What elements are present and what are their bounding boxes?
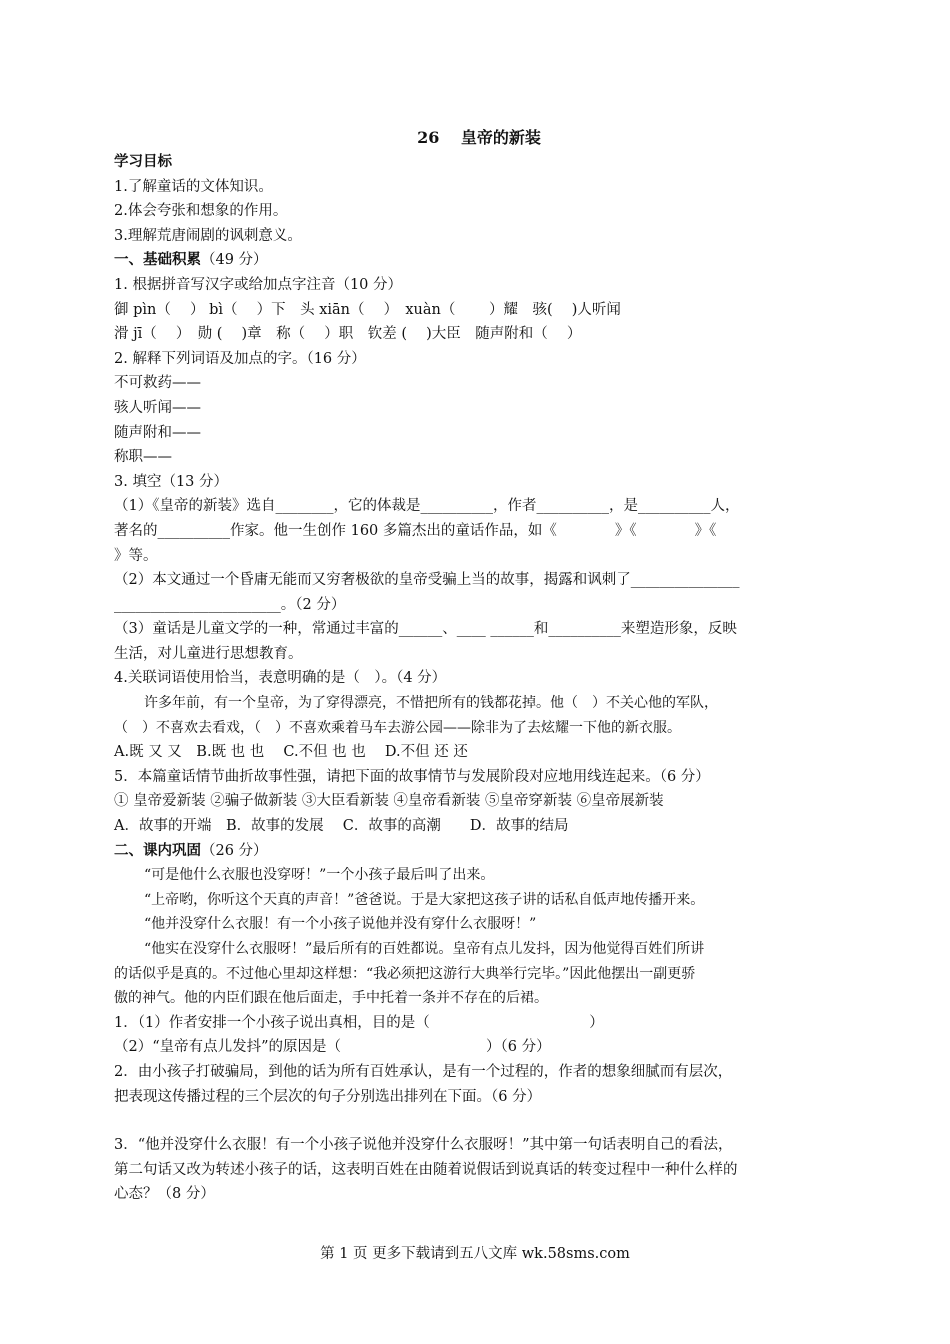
passage-line: “可是他什么衣服也没穿呀！”一个小孩子最后叫了出来。 — [144, 867, 495, 884]
q3-p1c: 》等。 — [114, 547, 158, 564]
page-title: 26 皇帝的新装 — [417, 128, 541, 147]
passage-line: “他并没穿什么衣服！有一个小孩子说他并没有穿什么衣服呀！” — [144, 916, 537, 933]
s2-q3c: 心态？（8 分） — [114, 1186, 215, 1203]
q5-prompt: 5．本篇童话情节曲折故事性强，请把下面的故事情节与发展阶段对应地用线连起来。（6 分） — [114, 768, 710, 785]
objectives-heading: 学习目标 — [114, 153, 172, 170]
q4-prompt: 4.关联词语使用恰当，表意明确的是（ ）。（4 分） — [114, 670, 447, 687]
passage-line: “他实在没穿什么衣服呀！”最后所有的百姓都说。皇帝有点儿发抖，因为他觉得百姓们所讲 — [144, 941, 705, 957]
q2-item: 骇人听闻—— — [114, 399, 201, 416]
q2-item: 称职—— — [114, 449, 172, 466]
passage-line: 的话似乎是真的。不过他心里却这样想：“我必须把这游行大典举行完毕。”因此他摆出一副更骄 — [114, 965, 696, 982]
objective-item: 3.理解荒唐闹剧的讽刺意义。 — [114, 227, 302, 244]
passage-line: “上帝哟，你听这个天真的声音！”爸爸说。于是大家把这孩子讲的话私自低声地传播开来。 — [144, 891, 705, 908]
s2-q3a: 3．“他并没穿什么衣服！有一个小孩子说他并没穿什么衣服呀！”其中第一句话表明自己的看法， — [114, 1137, 733, 1154]
q4-text2: （ ）不喜欢去看戏，（ ）不喜欢乘着马车去游公园——除非为了去炫耀一下他的新衣服。 — [114, 719, 681, 736]
q4-options: A.既 又 又 B.既 也 也 C.不但 也 也 D.不但 还 还 — [114, 744, 468, 761]
q2-item: 随声附和—— — [114, 424, 201, 441]
objective-item: 2.体会夸张和想象的作用。 — [114, 203, 288, 220]
section1-score: （49 分） — [201, 252, 268, 269]
q2-prompt: 2. 解释下列词语及加点的字。（16 分） — [114, 350, 366, 367]
s2-q2a: 2．由小孩子打破骗局，到他的话为所有百姓承认，是有一个过程的，作者的想象细腻而有层次， — [114, 1063, 733, 1080]
answer-space — [114, 1109, 844, 1133]
section1-heading: 一、基础积累 — [114, 251, 201, 269]
section1-heading-line — [114, 248, 844, 273]
q5-stages: A．故事的开端 B．故事的发展 C．故事的高潮 D．故事的结局 — [114, 818, 569, 835]
q4-text1: 许多年前，有一个皇帝，为了穿得漂亮，不惜把所有的钱都花掉。他（ ）不关心他的军队， — [144, 695, 718, 712]
s2-q1a: 1．（1）作者安排一个小孩子说出真相，目的是（ ） — [114, 1014, 604, 1031]
q3-p3b: 生活，对儿童进行思想教育。 — [114, 645, 303, 662]
section2-heading: 二、课内巩固 — [114, 841, 201, 859]
s2-q1b: （2）“皇帝有点儿发抖”的原因是（ ）（6 分） — [114, 1039, 551, 1056]
q3-prompt: 3. 填空（13 分） — [114, 473, 229, 490]
q3-p1a: （1）《皇帝的新装》选自________，它的体裁是__________，作者__________，是__________人， — [114, 498, 740, 515]
s2-q3b: 第二句话又改为转述小孩子的话，这表明百姓在由随着说假话到说真话的转变过程中一种什么样的 — [114, 1161, 738, 1178]
objective-item: 1.了解童话的文体知识。 — [114, 178, 273, 195]
q1-prompt: 1. 根据拼音写汉字或给加点字注音（10 分） — [114, 276, 403, 293]
page-footer: 第 1 页 更多下载请到五八文库 wk.58sms.com — [320, 1246, 630, 1262]
s2-q2b: 把表现这传播过程的三个层次的句子分别选出排列在下面。（6 分） — [114, 1088, 542, 1105]
q5-events: ① 皇帝爱新装 ②骗子做新装 ③大臣看新装 ④皇帝看新装 ⑤皇帝穿新装 ⑥皇帝展新装 — [114, 793, 664, 810]
q1-row2: 滑 jī（ ） 勋 ( )章 称（ ）职 钦差 ( )大臣 随声附和（ ） — [114, 326, 582, 343]
q3-p1b: 著名的__________作家。他一生创作 160 多篇杰出的童话作品，如《 》《 》《 — [114, 522, 717, 539]
q3-p3a: （3）童话是儿童文学的一种，常通过丰富的______、____ ______和__________来塑造形象，反映 — [114, 621, 737, 638]
q3-p2a: （2）本文通过一个昏庸无能而又穷奢极欲的皇帝受骗上当的故事，揭露和讽刺了_______________ — [114, 572, 740, 589]
section2-heading-line — [114, 839, 844, 864]
q3-p2b: _______________________。（2 分） — [114, 596, 346, 613]
q2-item: 不可救药—— — [114, 375, 201, 392]
section2-score: （26 分） — [201, 842, 268, 859]
passage-line: 傲的神气。他的内臣们跟在他后面走，手中托着一条并不存在的后裙。 — [114, 990, 548, 1007]
q1-row1: 御 pìn（ ） bì（ ）下 头 xiān（ ） xuàn（ ）耀 骇( )人听闻 — [114, 301, 621, 318]
worksheet — [114, 126, 844, 1207]
